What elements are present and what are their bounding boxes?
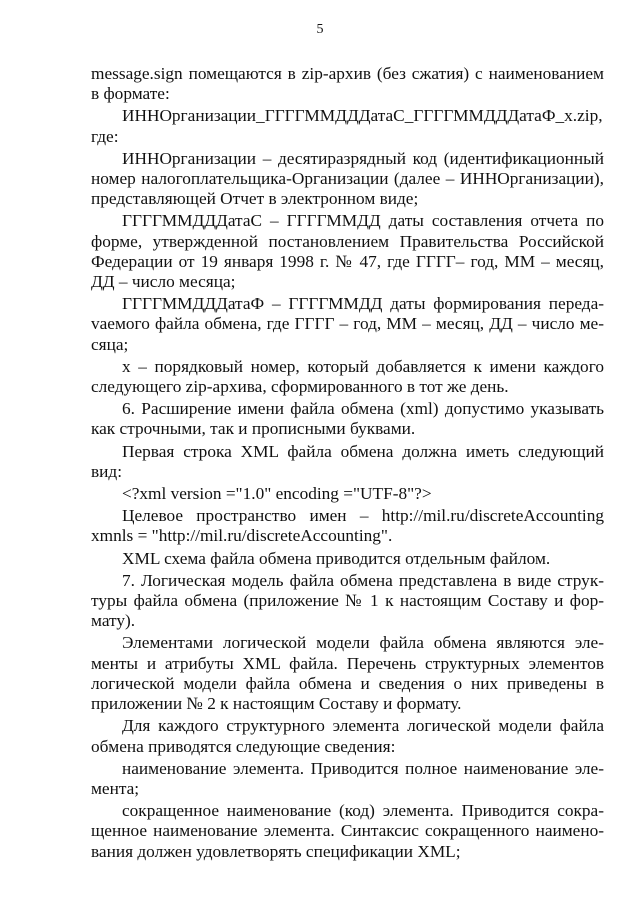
paragraph-date-created-definition: ГГГГММДДДатаС – ГГГГММДД даты составления отчета по форме, утвержденной постановлением Правительства Российской Федерации от 19 января 1998 г. № 47, где ГГГГ– год, ММ – месяц, ДД – число месяца;: [91, 211, 604, 292]
paragraph-item-6: 6. Расширение имени файла обмена (xml) допустимо указывать как строчными, так и прописными буквами.: [91, 399, 604, 439]
paragraph-file-archive: message.sign помещаются в zip-архив (без сжатия) с наименованием в формате:: [91, 64, 604, 104]
paragraph-element-short-name: сокращенное наименование (код) элемента. Приводится сокращенное наименование элемента. Синтаксис сокращенного наименования должен удовлетворять спецификации XML;: [91, 801, 604, 861]
paragraph-logical-model-elements: Элементами логической модели файла обмена являются элементы и атрибуты XML файла. Перечень структурных элементов логической модели файла обмена и сведения о них приведены в приложении № 2 к настоящим Составу и формату.: [91, 633, 604, 714]
paragraph-xml-declaration: <?xml version ="1.0" encoding ="UTF-8"?>: [122, 484, 432, 504]
paragraph-target-namespace: Целевое пространство имен – http://mil.ru/discreteAccounting xmnls = "http://mil.ru/discreteAccounting".: [91, 506, 604, 546]
document-body: [91, 64, 604, 862]
paragraph-date-formed-definition: ГГГГММДДДатаФ – ГГГГММДД даты формирования передаvаемого файла обмена, где ГГГГ – год, ММ – месяц, ДД – число месяца;: [91, 294, 604, 354]
paragraph-item-7: 7. Логическая модель файла обмена представлена в виде структуры файла обмена (приложение № 1 к настоящим Составу и формату).: [91, 570, 604, 631]
paragraph-element-name: наименование элемента. Приводится полное наименование элемента;: [91, 758, 604, 798]
paragraph-inn-definition: ИННОрганизации – десятиразрядный код (идентификационный номер налогоплательщика-Организации (далее – ИННОрганизации), представляющей Отчет в электронном виде;: [91, 148, 604, 209]
paragraph-element-info-intro: Для каждого структурного элемента логической модели файла обмена приводятся следующие сведения:: [91, 716, 604, 756]
paragraph-sequence-number-definition: x – порядковый номер, который добавляется к имени каждого следующего zip-архива, сформированного в тот же день.: [91, 356, 604, 397]
page-number: 5: [316, 22, 324, 37]
paragraph-xml-schema: XML схема файла обмена приводится отдельным файлом.: [122, 548, 551, 568]
paragraph-file-name-format: ИННОрганизации_ГГГГММДДДатаС_ГГГГММДДДатаФ_x.zip, где:: [91, 106, 603, 146]
paragraph-xml-first-line: Первая строка XML файла обмена должна иметь следующий вид:: [91, 441, 604, 481]
